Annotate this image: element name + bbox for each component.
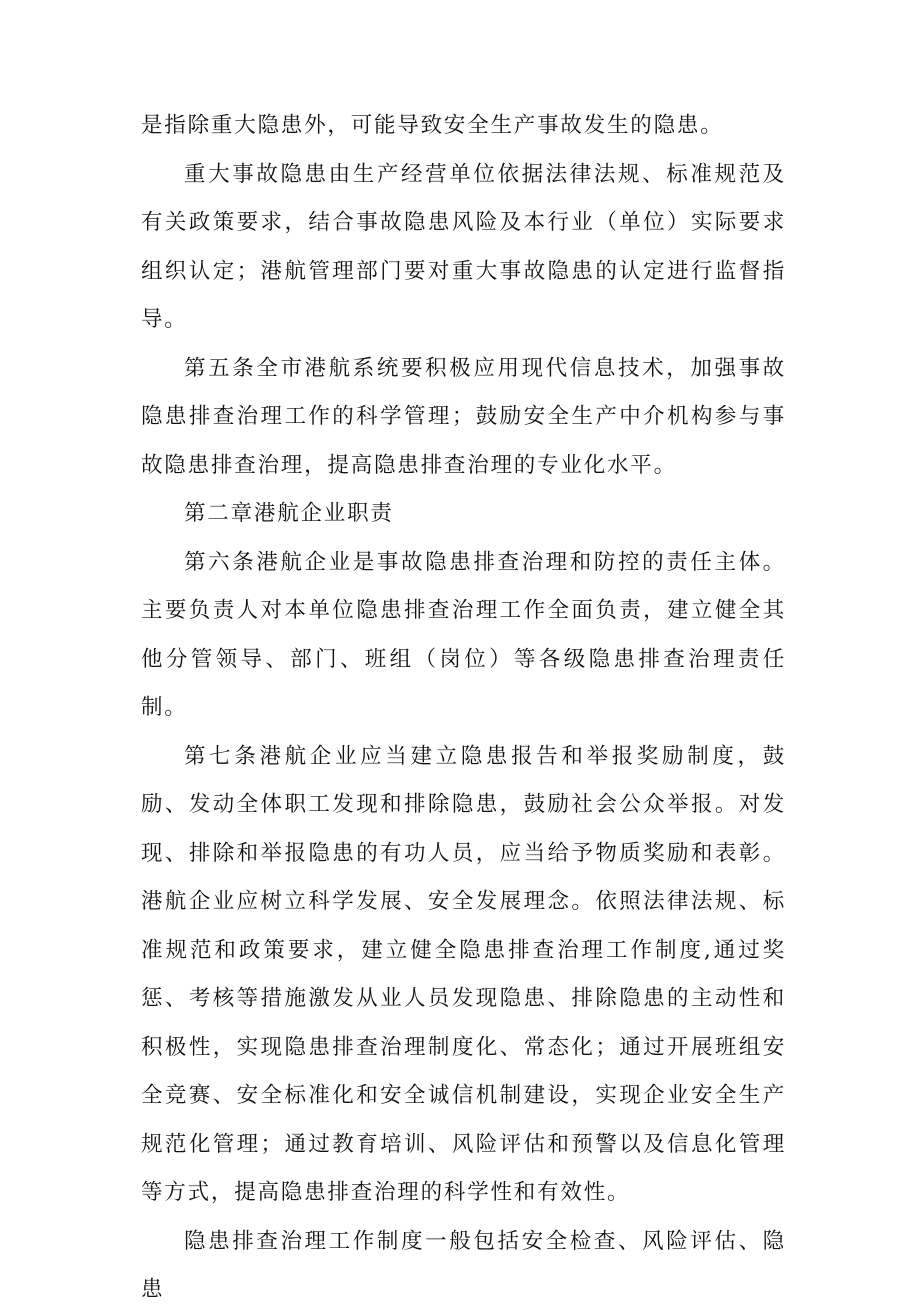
paragraph-continuation: 是指除重大隐患外，可能导致安全生产事故发生的隐患。 (141, 113, 724, 138)
paragraph-article-5: 第五条全市港航系统要积极应用现代信息技术，加强事故隐患排查治理工作的科学管理；鼓励安全生产中介机构参与事故隐患排查治理，提高隐患排查治理的专业化水平。 (141, 355, 786, 478)
document-body (141, 102, 786, 1315)
chapter-2-heading: 第二章港航企业职责 (184, 501, 394, 526)
paragraph-hazard-system: 隐患排查治理工作制度一般包括安全检查、风险评估、隐患 (141, 1228, 786, 1302)
paragraph-article-6: 第六条港航企业是事故隐患排查治理和防控的责任主体。主要负责人对本单位隐患排查治理工作全面负责，建立健全其他分管领导、部门、班组（岗位）等各级隐患排查治理责任制。 (141, 549, 786, 720)
paragraph-article-7: 第七条港航企业应当建立隐患报告和举报奖励制度，鼓励、发动全体职工发现和排除隐患，鼓励社会公众举报。对发现、排除和举报隐患的有功人员，应当给予物质奖励和表彰。港航企业应树立科学发展、安全发展理念。依照法律法规、标准规范和政策要求，建立健全隐患排查治理工作制度,通过奖惩、考核等措施激发从业人员发现隐患、排除隐患的主动性和积极性，实现隐患排查治理制度化、常态化；通过开展班组安全竞赛、安全标准化和安全诚信机制建设，实现企业安全生产规范化管理；通过教育培训、风险评估和预警以及信息化管理等方式，提高隐患排查治理的科学性和有效性。 (141, 743, 786, 1205)
paragraph-major-hazard-identification: 重大事故隐患由生产经营单位依据法律法规、标准规范及有关政策要求，结合事故隐患风险及本行业（单位）实际要求组织认定；港航管理部门要对重大事故隐患的认定进行监督指导。 (141, 161, 786, 332)
